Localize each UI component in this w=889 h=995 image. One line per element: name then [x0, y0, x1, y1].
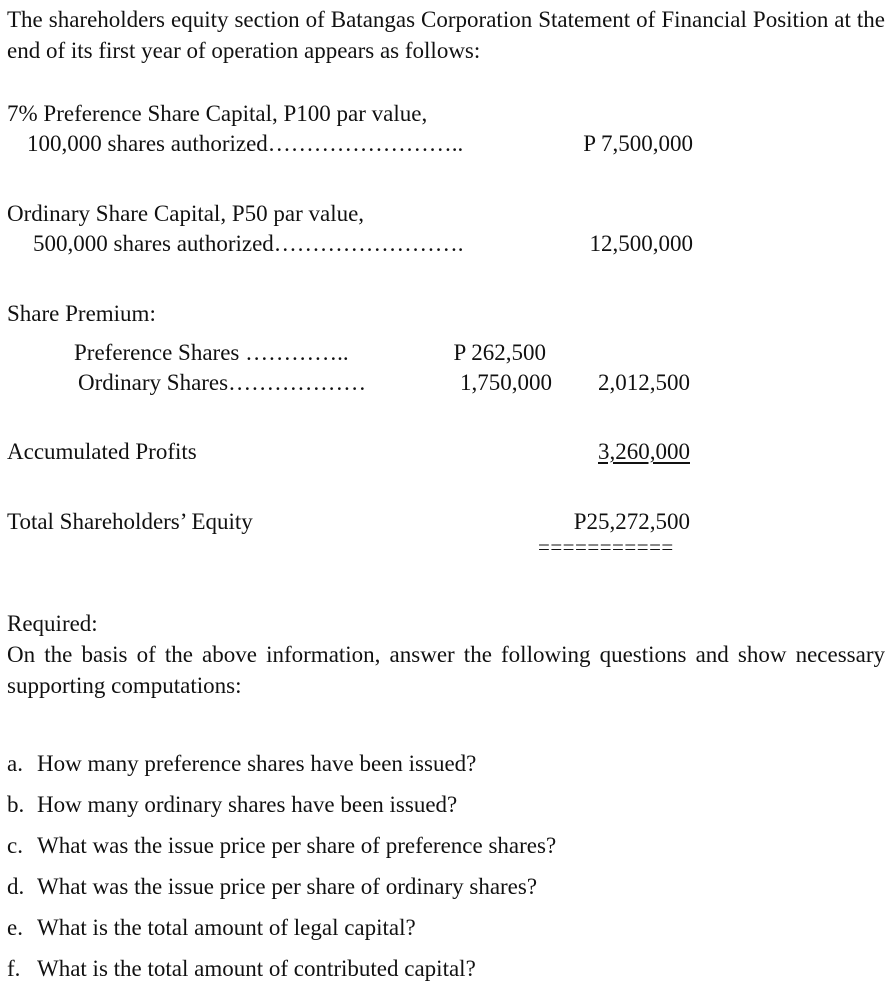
question-text: What is the total amount of legal capital?	[37, 915, 416, 940]
question-text: What was the issue price per share of ordinary shares?	[37, 874, 538, 899]
total-equity-label: Total Shareholders’ Equity	[7, 509, 253, 534]
question-text: How many preference shares have been issued?	[37, 751, 477, 776]
questions-list	[7, 749, 556, 995]
list-item	[7, 913, 556, 954]
pref-capital-line1: 7% Preference Share Capital, P100 par value,	[7, 101, 428, 126]
premium-pref-label: Preference Shares …………..	[74, 340, 349, 365]
list-item	[7, 872, 556, 913]
list-item	[7, 831, 556, 872]
double-rule: ===========	[538, 535, 674, 559]
accumulated-profits-label: Accumulated Profits	[7, 439, 197, 464]
required-heading: Required:	[7, 611, 98, 636]
premium-pref-amount: P 262,500	[453, 340, 546, 365]
premium-ord-amount: 1,750,000	[460, 370, 552, 395]
ord-capital-amount: 12,500,000	[589, 231, 693, 256]
intro-paragraph: The shareholders equity section of Batangas Corporation Statement of Financial Position at the end of its first year of operation appears as follows:	[7, 7, 885, 63]
premium-ord-label: Ordinary Shares………………	[78, 370, 367, 395]
required-text: On the basis of the above information, answer the following questions and show necessary supporting computations:	[7, 642, 885, 698]
question-letter: b.	[7, 792, 25, 817]
question-letter: f.	[7, 956, 21, 981]
premium-total-amount: 2,012,500	[598, 370, 690, 395]
total-equity-amount: P25,272,500	[573, 509, 690, 534]
question-letter: a.	[7, 751, 23, 776]
question-letter: e.	[7, 915, 23, 940]
question-text: How many ordinary shares have been issued?	[37, 792, 458, 817]
ord-capital-line1: Ordinary Share Capital, P50 par value,	[7, 201, 365, 226]
ord-capital-line2: 500,000 shares authorized…………………….	[33, 231, 464, 256]
pref-capital-line2: 100,000 shares authorized……………………..	[27, 131, 464, 156]
question-text: What was the issue price per share of preference shares?	[37, 833, 557, 858]
question-letter: d.	[7, 874, 25, 899]
required-section	[7, 608, 885, 701]
question-letter: c.	[7, 833, 23, 858]
question-text: What is the total amount of contributed capital?	[37, 956, 476, 981]
list-item	[7, 790, 556, 831]
share-premium-label: Share Premium:	[7, 301, 156, 326]
list-item	[7, 749, 556, 790]
accumulated-profits-amount: 3,260,000	[598, 439, 690, 464]
pref-capital-amount: P 7,500,000	[583, 131, 693, 156]
